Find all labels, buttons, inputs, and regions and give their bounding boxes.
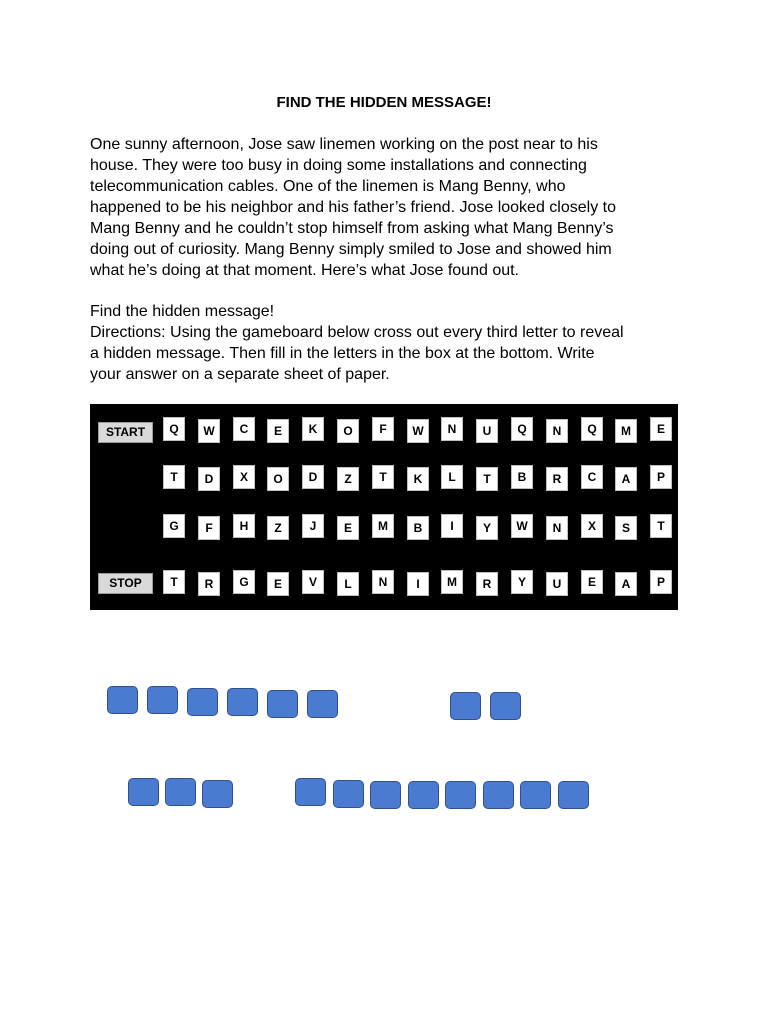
board-letter: V bbox=[302, 570, 324, 594]
answer-box[interactable] bbox=[128, 778, 159, 806]
answer-box[interactable] bbox=[147, 686, 178, 714]
board-letter: E bbox=[267, 572, 289, 596]
directions-line: Directions: Using the gameboard below cross out every third letter to reveal bbox=[90, 324, 624, 341]
answer-box[interactable] bbox=[307, 690, 338, 718]
board-letter: N bbox=[441, 417, 463, 441]
board-letter: C bbox=[581, 465, 603, 489]
answer-box[interactable] bbox=[107, 686, 138, 714]
board-letter: Z bbox=[267, 516, 289, 540]
board-letter: T bbox=[650, 514, 672, 538]
board-letter: Z bbox=[337, 467, 359, 491]
board-letter: P bbox=[650, 570, 672, 594]
answer-box[interactable] bbox=[267, 690, 298, 718]
board-letter: K bbox=[407, 467, 429, 491]
board-letter: W bbox=[407, 419, 429, 443]
story-paragraph bbox=[90, 134, 690, 281]
board-letter: N bbox=[546, 516, 568, 540]
board-letter: C bbox=[233, 417, 255, 441]
board-letter: E bbox=[337, 516, 359, 540]
board-letter: Y bbox=[476, 516, 498, 540]
answer-box[interactable] bbox=[333, 780, 364, 808]
board-letter: A bbox=[615, 572, 637, 596]
board-letter: H bbox=[233, 514, 255, 538]
board-letter: J bbox=[302, 514, 324, 538]
board-letter: U bbox=[476, 419, 498, 443]
answer-box[interactable] bbox=[408, 781, 439, 809]
board-letter: P bbox=[650, 465, 672, 489]
board-letter: B bbox=[407, 516, 429, 540]
board-letter: O bbox=[337, 419, 359, 443]
board-letter: S bbox=[615, 516, 637, 540]
directions-paragraph bbox=[90, 301, 690, 385]
story-line: what he’s doing at that moment. Here’s what Jose found out. bbox=[90, 262, 519, 279]
answer-box[interactable] bbox=[445, 781, 476, 809]
board-letter: M bbox=[615, 419, 637, 443]
board-letter: L bbox=[441, 465, 463, 489]
board-letter: T bbox=[163, 465, 185, 489]
story-line: Mang Benny and he couldn’t stop himself from asking what Mang Benny’s bbox=[90, 220, 614, 237]
directions-line: your answer on a separate sheet of paper. bbox=[90, 366, 390, 383]
answer-box[interactable] bbox=[187, 688, 218, 716]
board-letter: I bbox=[441, 514, 463, 538]
answer-box[interactable] bbox=[483, 781, 514, 809]
board-letter: N bbox=[546, 419, 568, 443]
answer-box[interactable] bbox=[202, 780, 233, 808]
board-letter: T bbox=[372, 465, 394, 489]
board-letter: D bbox=[302, 465, 324, 489]
board-letter: F bbox=[198, 516, 220, 540]
board-letter: L bbox=[337, 572, 359, 596]
answer-box[interactable] bbox=[490, 692, 521, 720]
page-title: FIND THE HIDDEN MESSAGE! bbox=[276, 94, 492, 111]
board-letter: T bbox=[163, 570, 185, 594]
board-letter: R bbox=[546, 467, 568, 491]
answer-box[interactable] bbox=[370, 781, 401, 809]
board-letter: T bbox=[476, 467, 498, 491]
board-letter: D bbox=[198, 467, 220, 491]
story-line: One sunny afternoon, Jose saw linemen working on the post near to his bbox=[90, 136, 598, 153]
answer-box[interactable] bbox=[295, 778, 326, 806]
board-letter: A bbox=[615, 467, 637, 491]
board-letter: G bbox=[233, 570, 255, 594]
board-letter: Y bbox=[511, 570, 533, 594]
board-letter: U bbox=[546, 572, 568, 596]
answer-box[interactable] bbox=[450, 692, 481, 720]
board-letter: I bbox=[407, 572, 429, 596]
board-letter: W bbox=[511, 514, 533, 538]
board-letter: E bbox=[267, 419, 289, 443]
board-letter: R bbox=[476, 572, 498, 596]
board-letter: G bbox=[163, 514, 185, 538]
board-letter: O bbox=[267, 467, 289, 491]
board-letter: N bbox=[372, 570, 394, 594]
gameboard bbox=[90, 404, 678, 610]
board-letter: W bbox=[198, 419, 220, 443]
story-line: happened to be his neighbor and his father’s friend. Jose looked closely to bbox=[90, 199, 616, 216]
board-letter: M bbox=[441, 570, 463, 594]
directions-line: a hidden message. Then fill in the letters in the box at the bottom. Write bbox=[90, 345, 595, 362]
board-letter: E bbox=[650, 417, 672, 441]
story-line: telecommunication cables. One of the linemen is Mang Benny, who bbox=[90, 178, 566, 195]
board-letter: X bbox=[581, 514, 603, 538]
start-label: START bbox=[98, 422, 153, 443]
board-letter: X bbox=[233, 465, 255, 489]
answer-box[interactable] bbox=[165, 778, 196, 806]
board-letter: K bbox=[302, 417, 324, 441]
stop-label: STOP bbox=[98, 573, 153, 594]
board-letter: E bbox=[581, 570, 603, 594]
board-letter: Q bbox=[511, 417, 533, 441]
story-line: doing out of curiosity. Mang Benny simply smiled to Jose and showed him bbox=[90, 241, 612, 258]
directions-line: Find the hidden message! bbox=[90, 303, 275, 320]
board-letter: Q bbox=[581, 417, 603, 441]
board-letter: F bbox=[372, 417, 394, 441]
answer-box[interactable] bbox=[520, 781, 551, 809]
answer-box[interactable] bbox=[227, 688, 258, 716]
answer-box[interactable] bbox=[558, 781, 589, 809]
board-letter: B bbox=[511, 465, 533, 489]
board-letter: M bbox=[372, 514, 394, 538]
story-line: house. They were too busy in doing some installations and connecting bbox=[90, 157, 587, 174]
board-letter: R bbox=[198, 572, 220, 596]
board-letter: Q bbox=[163, 417, 185, 441]
